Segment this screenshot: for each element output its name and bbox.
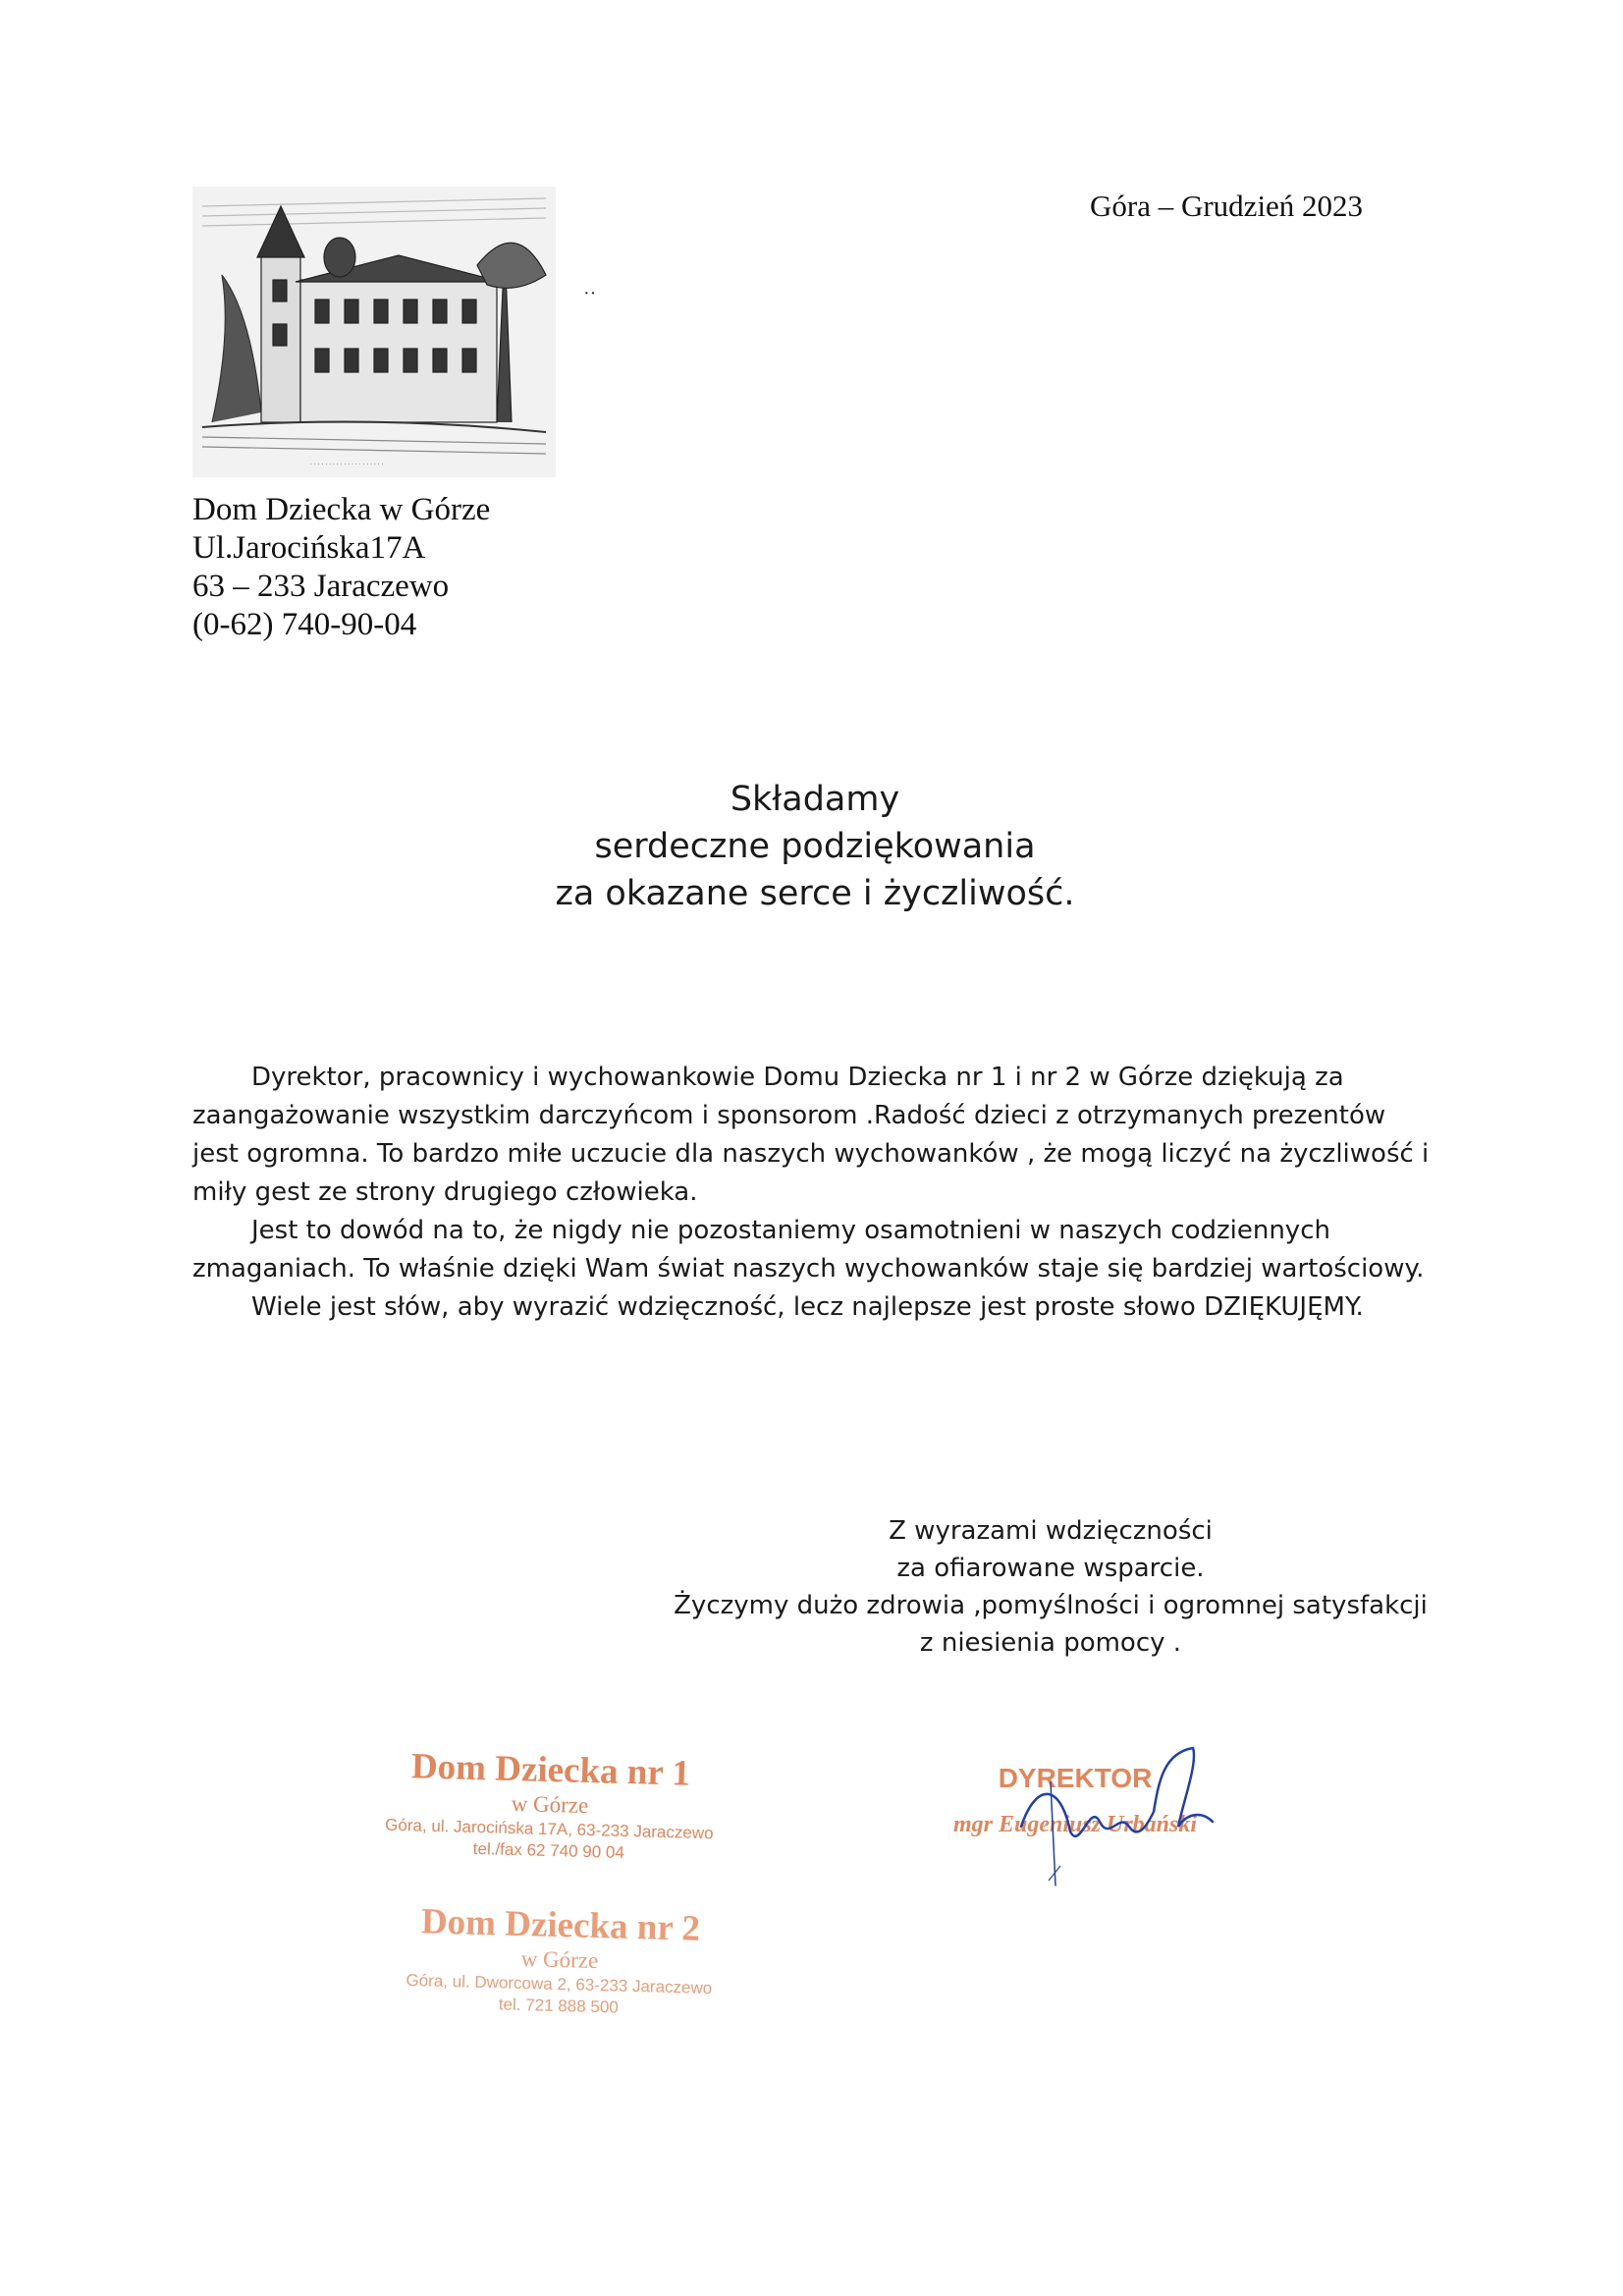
address-line-3: 63 – 233 Jaraczewo bbox=[192, 569, 450, 604]
sender-address bbox=[192, 491, 490, 644]
closing-block bbox=[589, 1512, 1512, 1662]
address-line-4: (0-62) 740-90-04 bbox=[192, 607, 417, 642]
stamp-1-address: Góra, ul. Jarocińska 17A, 63-233 Jaraczewo bbox=[384, 1815, 714, 1843]
stamp-1-title: Dom Dziecka nr 1 bbox=[410, 1746, 691, 1794]
stamp-1-place: w Górze bbox=[511, 1790, 589, 1819]
body-paragraph-3: Wiele jest słów, aby wyrazić wdzięczność, lecz najlepsze jest proste słowo DZIĘKUJĘMY. bbox=[251, 1292, 1364, 1322]
stray-dots: ·· bbox=[583, 283, 597, 304]
closing-line-3: Życzymy dużo zdrowia ,pomyślności i ogromnej satysfakcji bbox=[674, 1591, 1428, 1620]
address-line-2: Ul.Jarocińska17A bbox=[192, 530, 426, 566]
heading-line-3: za okazane serce i życzliwość. bbox=[555, 874, 1075, 913]
body-paragraph-1: Dyrektor, pracownicy i wychowankowie Domu Dziecka nr 1 i nr 2 w Górze dziękują za zaangażowanie wszystkim darczyńcom i sponsorom .Radość dzieci z otrzymanych prezentów jest ogromna. To bardzo miłe uczucie dla naszych wychowanków , że mogą liczyć na życzliwość i miły gest ze strony drugiego człowieka. bbox=[192, 1063, 1430, 1207]
stamp-1-phone: tel./fax 62 740 90 04 bbox=[472, 1838, 625, 1862]
svg-text:· · · · · · · · · · · · · · ·: · · · · · · · · · · · · · · · · · · · · bbox=[310, 462, 384, 468]
closing-line-4: z niesienia pomocy . bbox=[919, 1628, 1182, 1658]
stamp-dom-dziecka-1 bbox=[362, 1745, 738, 1867]
manor-house-engraving-icon bbox=[192, 187, 556, 477]
address-line-1: Dom Dziecka w Górze bbox=[192, 492, 491, 527]
letter-body bbox=[192, 1059, 1430, 1327]
letter-date: Góra – Grudzień 2023 bbox=[1090, 189, 1364, 223]
closing-line-1: Z wyrazami wdzięczności bbox=[889, 1516, 1213, 1546]
director-name: mgr Eugeniusz Urbański bbox=[952, 1812, 1198, 1837]
stamp-2-phone: tel. 721 888 500 bbox=[498, 1995, 620, 2017]
signature-icon bbox=[992, 1743, 1227, 1890]
heading-line-1: Składamy bbox=[730, 780, 900, 819]
stamp-2-title: Dom Dziecka nr 2 bbox=[420, 1901, 701, 1949]
stamp-dom-dziecka-2 bbox=[372, 1900, 748, 2022]
director-title: DYREKTOR bbox=[998, 1763, 1153, 1793]
heading-line-2: serdeczne podziękowania bbox=[594, 827, 1036, 866]
body-paragraph-2: Jest to dowód na to, że nigdy nie pozostaniemy osamotnieni w naszych codziennych zmaganiach. To właśnie dzięki Wam świat naszych wychowanków staje się bardziej wartościowy. bbox=[192, 1216, 1425, 1284]
letter-heading bbox=[422, 776, 1208, 917]
closing-line-2: za ofiarowane wsparcie. bbox=[896, 1554, 1205, 1583]
stamp-2-address: Góra, ul. Dworcowa 2, 63-233 Jaraczewo bbox=[406, 1970, 713, 1998]
stamp-2-place: w Górze bbox=[520, 1945, 599, 1974]
